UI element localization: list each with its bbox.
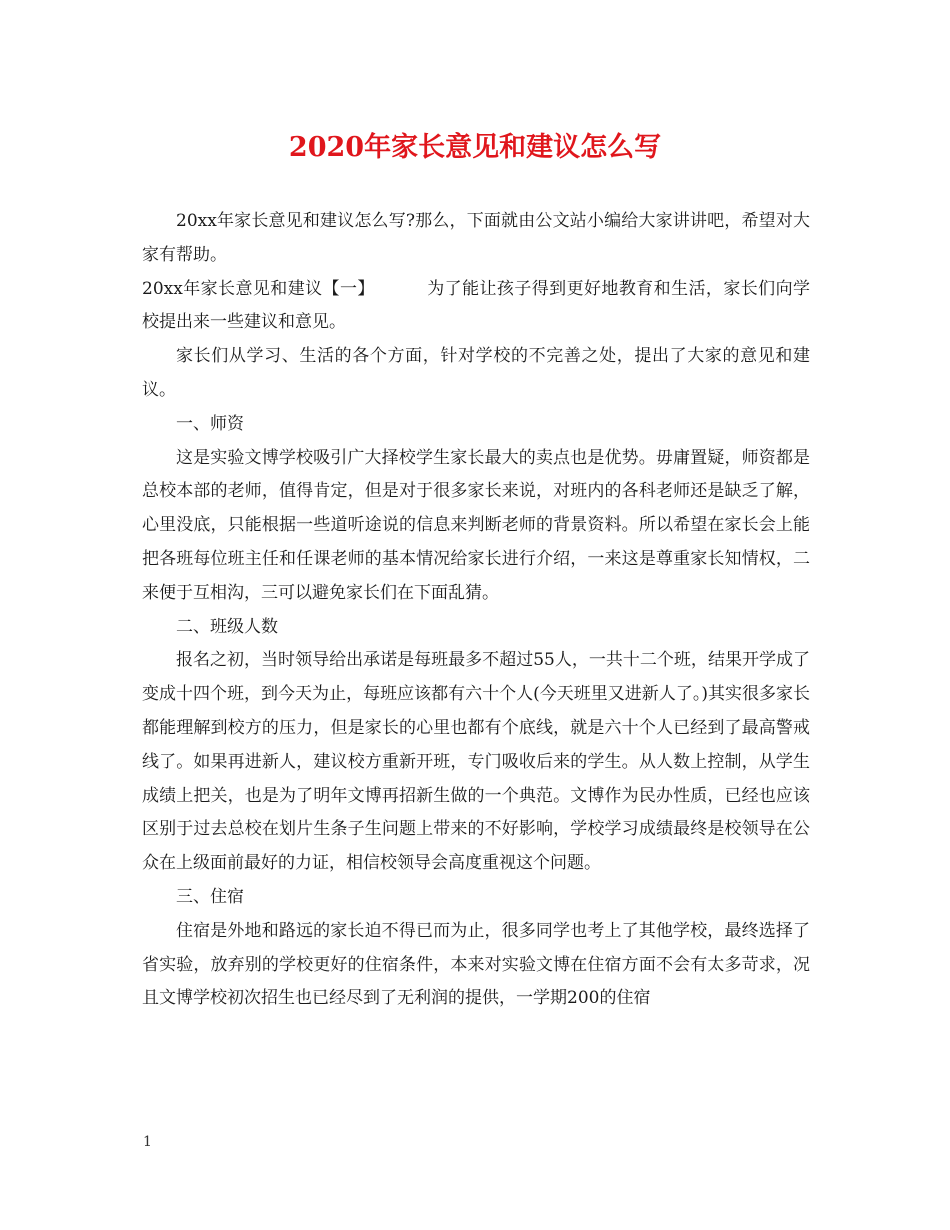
document-title: 2020年家长意见和建议怎么写 bbox=[288, 132, 662, 163]
section-heading-teachers: 一、师资 bbox=[176, 413, 244, 434]
paragraph: 住宿是外地和路远的家长迫不得已而为止，很多同学也考上了其他学校，最终选择了省实验，放弃别的学校更好的住宿条件，本来对实验文博在住宿方面不会有太多苛求，况且文博学校初次招生也已经尽到了无利润的提供，一学期200的住宿 bbox=[142, 920, 810, 1009]
intro-paragraph: 20xx年家长意见和建议怎么写?那么，下面就由公文站小编给大家讲讲吧，希望对大家有帮助。 bbox=[142, 211, 810, 265]
section-heading-class-size: 二、班级人数 bbox=[176, 616, 278, 637]
paragraph: 报名之初，当时领导给出承诺是每班最多不超过55人，一共十二个班，结果开学成了变成十四个班，到今天为止，每班应该都有六十个人(今天班里又进新人了。)其实很多家长都能理解到校方的压力，但是家长的心里也都有个底线，就是六十个人已经到了最高警戒线了。如果再进新人，建议校方重新开班，专门吸收后来的学生。从人数上控制，从学生成绩上把关，也是为了明年文博再招新生做的一个典范。文博作为民办性质，已经也应该区别于过去总校在划片生条子生问题上带来的不好影响，学校学习成绩最终是校领导在公众在上级面前最好的力证，相信校领导会高度重视这个问题。 bbox=[142, 650, 810, 874]
paragraph: 家长们从学习、生活的各个方面，针对学校的不完善之处，提出了大家的意见和建议。 bbox=[142, 346, 810, 400]
paragraph: 这是实验文博学校吸引广大择校学生家长最大的卖点也是优势。毋庸置疑，师资都是总校本部的老师，值得肯定，但是对于很多家长来说，对班内的各科老师还是缺乏了解，心里没底，只能根据一些道听途说的信息来判断老师的背景资料。所以希望在家长会上能把各班每位班主任和任课老师的基本情况给家长进行介绍，一来这是尊重家长知情权，二来便于互相沟，三可以避免家长们在下面乱猜。 bbox=[142, 447, 810, 603]
section-one-text: 为了能让孩子得到更好地教育和生活，家长们向学校提出来一些建议和意见。 bbox=[142, 278, 811, 333]
page-number: 1 bbox=[143, 1134, 152, 1150]
document-body bbox=[142, 205, 810, 1016]
section-one-heading: 20xx年家长意见和建议【一】 bbox=[142, 278, 375, 299]
section-one-paragraph bbox=[142, 273, 810, 341]
section-heading-boarding: 三、住宿 bbox=[176, 886, 244, 907]
